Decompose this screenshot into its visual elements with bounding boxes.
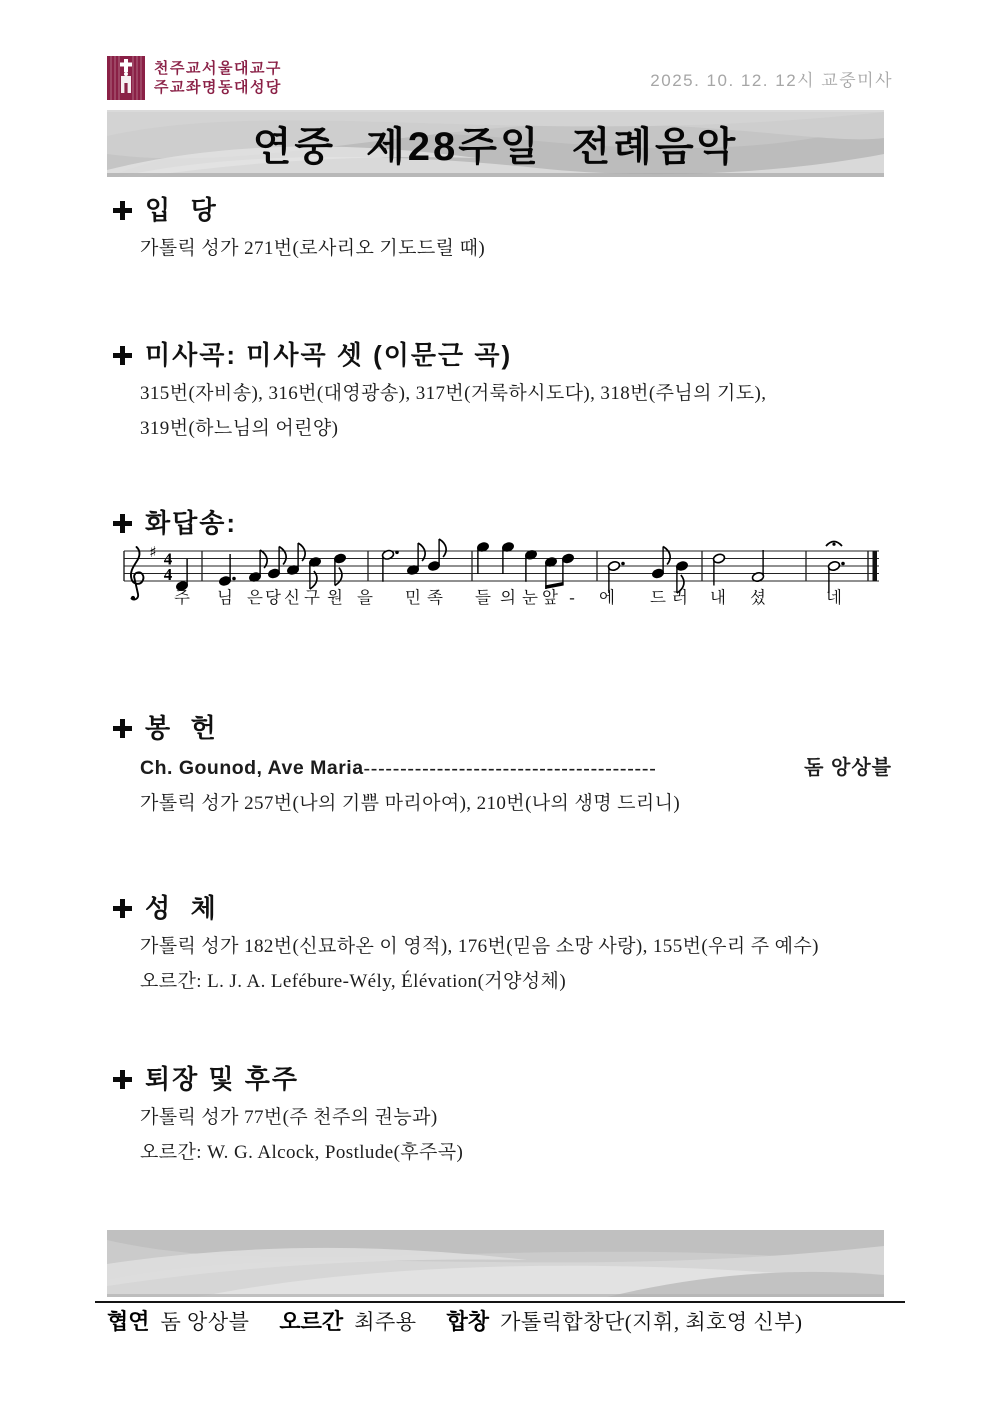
section-responsorial xyxy=(0,506,992,625)
cross-icon xyxy=(113,719,132,738)
lyric-syllable: 민 xyxy=(405,588,421,607)
note xyxy=(826,542,845,594)
lyric-syllable: 드 xyxy=(650,588,666,607)
program-line: 오르간: L. J. A. Lefébure-Wély, Élévation(거양성체) xyxy=(140,971,567,992)
lyric-syllable: 내 xyxy=(710,588,726,607)
note xyxy=(406,543,425,576)
note xyxy=(427,539,446,572)
page-title: 연중 제28주일 전례음악 xyxy=(252,125,739,169)
credit-item xyxy=(279,1307,416,1337)
note xyxy=(308,556,321,589)
note xyxy=(476,541,489,574)
section-heading xyxy=(0,711,992,745)
program-line: 오르간: W. G. Alcock, Postlude(후주곡) xyxy=(140,1142,464,1163)
section-offertory xyxy=(0,711,992,821)
lyric-syllable: 신 xyxy=(284,588,300,607)
score-svg xyxy=(122,536,882,620)
note xyxy=(286,543,305,576)
lyric-syllable: 앞 xyxy=(542,588,558,607)
section-heading xyxy=(0,193,992,227)
cross-icon xyxy=(113,1070,132,1089)
section-title: 봉 헌 xyxy=(145,713,218,743)
bottom-banner xyxy=(107,1230,884,1297)
page-header xyxy=(0,0,992,110)
lyric-syllable: 을 xyxy=(357,588,373,607)
sections xyxy=(0,193,992,1170)
key-signature: ♯ xyxy=(149,543,157,561)
credit-value: 돔 앙상블 xyxy=(160,1310,250,1334)
section-title: 입 당 xyxy=(145,195,218,225)
cross-icon xyxy=(113,514,132,533)
program-line: 가톨릭 성가 182번(신묘하온 이 영적), 176번(믿음 소망 사랑), 155번(우리 주 예수) xyxy=(140,936,819,957)
logo-text xyxy=(154,59,282,98)
note xyxy=(175,559,188,592)
note xyxy=(501,541,514,574)
lyric-syllable: 눈 xyxy=(522,588,538,607)
offertory-performer: 돔 앙상블 xyxy=(804,757,892,779)
logo-line2: 주교좌명동대성당 xyxy=(154,79,282,96)
section-title: 성 체 xyxy=(145,893,218,923)
program-line: 가톨릭 성가 271번(로사리오 기도드릴 때) xyxy=(140,238,486,259)
time-signature-top: 4 xyxy=(163,549,173,569)
cross-icon xyxy=(113,201,132,220)
credit-item xyxy=(107,1307,249,1337)
cathedral-emblem-icon xyxy=(107,56,145,100)
program-line: 319번(하느님의 어린양) xyxy=(140,418,339,439)
offertory-performer-line xyxy=(0,751,992,786)
mass-date: 2025. 10. 12. 12시 교중미사 xyxy=(650,71,893,90)
credit-value: 최주용 xyxy=(354,1310,417,1334)
section-communion xyxy=(0,891,992,999)
lyric-syllable: 러 xyxy=(672,588,688,607)
lyric-syllable: 들 xyxy=(475,588,491,607)
section-heading xyxy=(0,1062,992,1096)
credits-footer xyxy=(0,1307,992,1337)
lyric-syllable: 족 xyxy=(427,588,443,607)
banner-swirl-art xyxy=(107,1230,884,1297)
cross-icon xyxy=(113,346,132,365)
lyric-syllable: 은 xyxy=(247,588,263,607)
lyric-syllable: 님 xyxy=(217,588,233,607)
dash-leader: ---------------------------------------- xyxy=(363,758,657,779)
section-heading xyxy=(0,891,992,925)
section-title: 퇴장 및 후주 xyxy=(145,1064,300,1094)
logo xyxy=(107,56,282,100)
credit-value: 가톨릭합창단(지휘, 최호영 신부) xyxy=(500,1310,803,1334)
section-title: 화답송: xyxy=(145,508,238,538)
section-entrance xyxy=(0,193,992,266)
program-line: 가톨릭 성가 77번(주 천주의 권능과) xyxy=(140,1107,438,1128)
credit-item xyxy=(447,1307,803,1337)
lyric-syllable: - xyxy=(569,588,575,607)
lyric-syllable: 네 xyxy=(826,588,842,607)
lyric-syllable: 원 xyxy=(327,588,343,607)
fermata-icon xyxy=(826,542,842,547)
credit-label: 합창 xyxy=(446,1309,490,1334)
lyric-syllable: 구 xyxy=(304,588,320,607)
section-heading xyxy=(0,338,992,372)
section-recessional xyxy=(0,1062,992,1170)
section-heading xyxy=(0,506,992,540)
lyric-syllable: 셨 xyxy=(750,588,766,607)
cross-icon xyxy=(113,899,132,918)
lyric-syllable: 당 xyxy=(265,588,281,607)
lyric-syllable: 의 xyxy=(500,588,516,607)
offertory-piece: Ch. Gounod, Ave Maria xyxy=(140,757,364,779)
time-signature-bottom: 4 xyxy=(163,565,173,584)
credit-label: 오르간 xyxy=(279,1309,344,1334)
footer-divider xyxy=(95,1301,905,1303)
program-line: 가톨릭 성가 257번(나의 기쁨 마리아여), 210번(나의 생명 드리니) xyxy=(140,793,681,814)
logo-line1: 천주교서울대교구 xyxy=(154,59,282,77)
section-mass-setting xyxy=(0,338,992,446)
responsorial-psalm-score xyxy=(0,536,992,625)
credit-label: 협연 xyxy=(107,1309,150,1334)
program-line: 315번(자비송), 316번(대영광송), 317번(거룩하시도다), 318번(주님의 기도), xyxy=(140,383,767,404)
title-banner xyxy=(107,110,884,177)
lyric-syllable: 에 xyxy=(599,588,615,607)
section-title: 미사곡: 미사곡 셋 (이문근 곡) xyxy=(145,340,513,370)
lyric-syllable: 주 xyxy=(174,588,190,607)
